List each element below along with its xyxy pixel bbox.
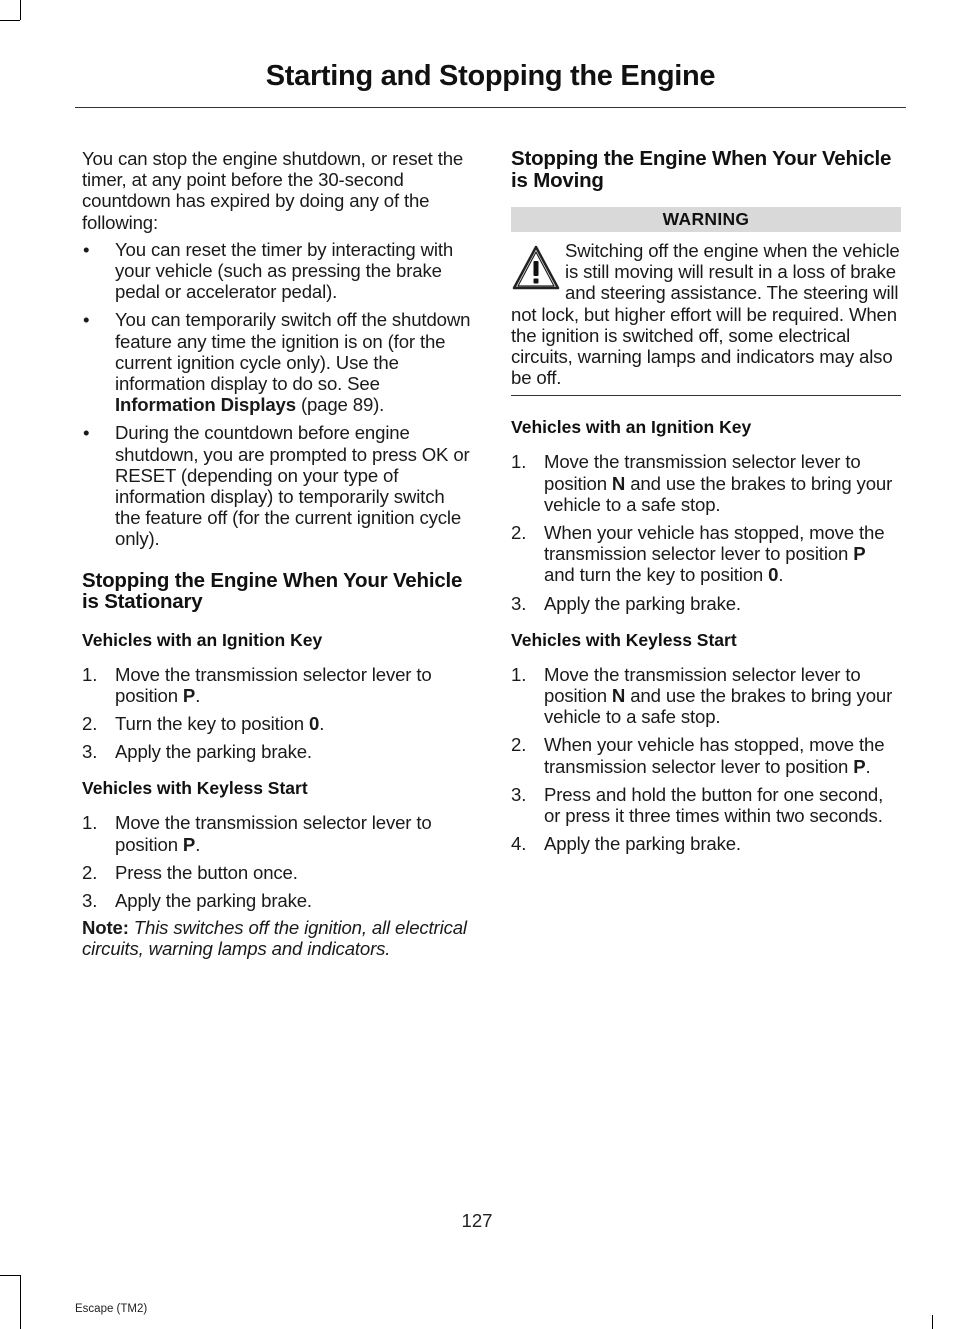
step-number: 2. <box>511 522 527 544</box>
ignition-key-steps <box>82 664 474 763</box>
step-number: 3. <box>82 890 98 912</box>
step-text: Press the button once. <box>115 861 298 883</box>
position-label: P <box>182 684 196 706</box>
step-number: 3. <box>511 592 527 614</box>
subheading-keyless-start: Vehicles with Keyless Start <box>511 629 737 650</box>
step-number: 1. <box>511 663 527 685</box>
step-text: Move the transmission selector lever to position <box>115 812 432 855</box>
list-item <box>511 522 901 586</box>
step-text-end: and use the brakes to bring your vehicle to a safe stop. <box>544 685 893 728</box>
list-item <box>82 862 474 883</box>
step-text-end: . <box>778 564 784 586</box>
step-text: Move the transmission selector lever to position <box>544 663 861 707</box>
step-text-end: and use the brakes to bring your vehicle to a safe stop. <box>544 472 893 515</box>
list-item <box>82 741 474 762</box>
step-text-end: . <box>195 833 201 855</box>
crop-mark <box>0 20 20 21</box>
list-item <box>82 422 474 549</box>
list-item <box>82 713 474 734</box>
page-number: 127 <box>461 1210 493 1231</box>
list-item <box>511 451 901 515</box>
bullet-mark: • <box>83 422 90 444</box>
intro-paragraph: You can stop the engine shutdown, or reset the timer, at any point before the 30-second countdown has expired by doing any of the following: <box>82 148 464 233</box>
bullet-text: You can reset the timer by interacting with your vehicle (such as pressing the brake pedal or accelerator pedal). <box>115 238 454 303</box>
step-number: 3. <box>82 741 98 763</box>
note-label: Note: <box>82 917 129 939</box>
step-number: 4. <box>511 833 527 855</box>
step-text: When your vehicle has stopped, move the transmission selector lever to position <box>544 522 885 565</box>
note-paragraph <box>82 917 474 959</box>
section-heading-stationary: Stopping the Engine When Your Vehicle is Stationary <box>82 568 463 614</box>
list-item <box>511 833 901 854</box>
warning-text: Switching off the engine when the vehicle is still moving will result in a loss of brake and steering assistance. The steering will not lock, but higher effort will be required. When the ignition is switched off, some electrical circuits, warning lamps and indicators may also be off. <box>511 240 900 389</box>
step-text-end: . <box>865 755 871 777</box>
position-label: N <box>611 685 626 707</box>
step-number: 2. <box>511 734 527 756</box>
footer-document-code: Escape (TM2) <box>75 1303 148 1315</box>
bullet-text: During the countdown before engine shutdown, you are prompted to press OK or RESET (depending on your type of information display) to temporarily switch the feature off (for the current ignition cycle only). <box>115 422 470 550</box>
step-text-end: . <box>195 684 201 706</box>
position-label: P <box>182 833 196 855</box>
warning-triangle-icon <box>511 244 561 292</box>
position-label: P <box>853 543 866 565</box>
step-text: Press and hold the button for one second, or press it three times within two seconds. <box>544 783 884 827</box>
section-heading-moving: Stopping the Engine When Your Vehicle is Moving <box>511 147 892 192</box>
subheading-ignition-key: Vehicles with an Ignition Key <box>82 629 323 650</box>
list-item <box>511 784 901 826</box>
page-header <box>75 58 906 108</box>
step-text: Apply the parking brake. <box>544 833 741 855</box>
step-text: Turn the key to position <box>115 713 304 735</box>
bullet-text: You can temporarily switch off the shutdown feature any time the ignition is on (for the current ignition cycle only). Use the information display to do so. See <box>115 309 471 395</box>
list-item <box>82 664 474 706</box>
position-label: 0 <box>309 713 320 735</box>
bullet-list <box>82 239 474 550</box>
page-title: Starting and Stopping the Engine <box>265 60 716 92</box>
warning-label-bar: WARNING <box>511 207 901 232</box>
right-column <box>511 146 901 861</box>
step-text: Apply the parking brake. <box>115 741 312 763</box>
step-text-end: . <box>319 713 325 735</box>
position-label: 0 <box>768 564 779 586</box>
step-text: When your vehicle has stopped, move the transmission selector lever to position <box>544 734 885 777</box>
list-item <box>511 664 901 728</box>
step-number: 1. <box>82 812 98 834</box>
step-number: 2. <box>82 713 98 735</box>
step-number: 1. <box>511 451 527 473</box>
list-item <box>82 309 474 415</box>
cross-reference-link[interactable]: Information Displays <box>115 394 296 416</box>
list-item <box>82 890 474 911</box>
step-text: Apply the parking brake. <box>115 890 312 912</box>
position-label: N <box>611 472 626 494</box>
step-number: 1. <box>82 663 98 685</box>
list-item <box>82 239 474 303</box>
ignition-key-steps <box>511 451 901 613</box>
left-column <box>82 146 474 960</box>
step-number: 2. <box>82 861 98 883</box>
crop-mark <box>0 1275 20 1276</box>
subheading-ignition-key: Vehicles with an Ignition Key <box>511 417 752 438</box>
keyless-start-steps <box>511 664 901 855</box>
crop-mark <box>20 1275 21 1329</box>
warning-box <box>511 232 901 396</box>
list-item <box>511 734 901 776</box>
note-text: This switches off the ignition, all electrical circuits, warning lamps and indicators. <box>82 917 467 960</box>
step-number: 3. <box>511 783 527 805</box>
subheading-keyless-start: Vehicles with Keyless Start <box>82 778 308 799</box>
bullet-mark: • <box>83 309 90 331</box>
crop-mark <box>20 0 21 20</box>
position-label: P <box>853 755 866 777</box>
step-text-mid: and turn the key to position <box>544 564 764 586</box>
list-item <box>82 812 474 854</box>
cross-reference-page: (page 89). <box>300 394 385 416</box>
step-text: Apply the parking brake. <box>544 592 741 614</box>
step-text: Move the transmission selector lever to position <box>115 663 432 706</box>
step-text: Move the transmission selector lever to position <box>544 451 861 494</box>
keyless-start-steps <box>82 812 474 911</box>
list-item <box>511 593 901 614</box>
crop-mark <box>932 1315 933 1329</box>
bullet-mark: • <box>83 238 90 260</box>
